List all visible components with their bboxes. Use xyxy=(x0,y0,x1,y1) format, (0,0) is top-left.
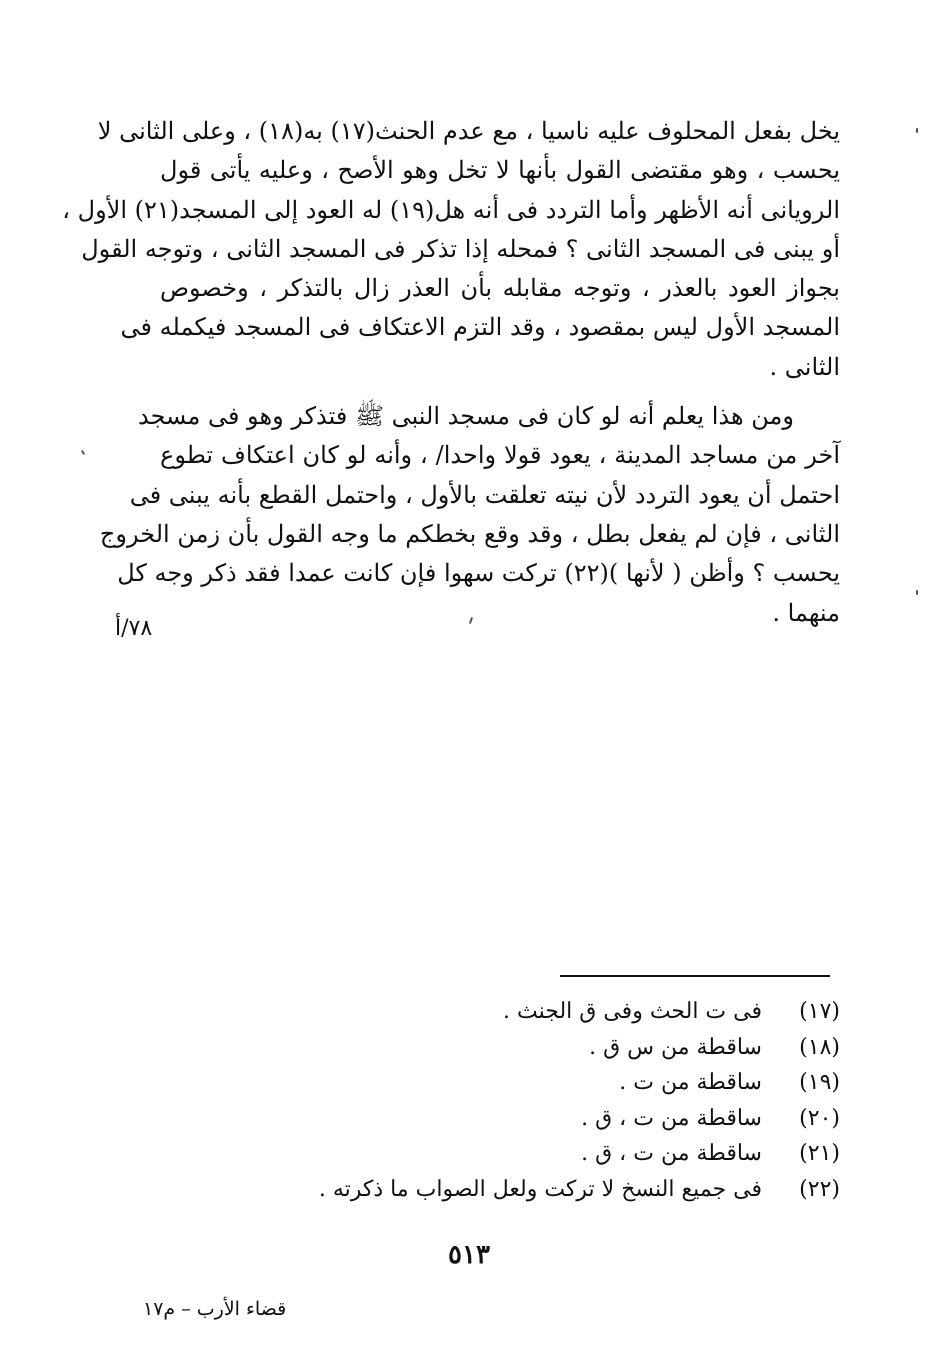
text-line: يحسب ؟ وأظن ( لأنها )(٢٢) تركت سهوا فإن كانت عمدا فقد ذكر وجه كل xyxy=(117,559,840,588)
text-line: احتمل أن يعود التردد لأن نيته تعلقت بالأول ، واحتمل القطع بأنه يبنى فى xyxy=(129,480,840,509)
text-line: الرويانى أنه الأظهر وأما التردد فى أنه هل(١٩) له العود إلى المسجد(٢١) الأول ، xyxy=(62,195,840,224)
footnote-item xyxy=(300,1172,840,1208)
text-line: منهما . xyxy=(772,598,840,627)
text-line: أو يبنى فى المسجد الثانى ؟ فمحله إذا تذكر فى المسجد الثانى ، وتوجه القول xyxy=(81,234,840,263)
text-line: آخر من مساجد المدينة ، يعود قولا واحدا/ ، وأنه لو كان اعتكاف تطوع xyxy=(160,441,840,470)
printer-signature: قضاء الأرب – م١٧ xyxy=(143,1298,287,1320)
footnotes xyxy=(300,994,840,1207)
footnote-item xyxy=(300,1065,840,1101)
footnote-item xyxy=(300,994,840,1030)
footnote-number: (٢٢) xyxy=(799,1176,840,1202)
footnote-text: فى ت الحث وفى ق الجنث . xyxy=(503,999,762,1024)
scan-speck xyxy=(81,450,85,455)
text-line: بجواز العود بالعذر ، وتوجه مقابله بأن العذر زال بالتذكر ، وخصوص xyxy=(160,274,840,303)
footnote-divider xyxy=(560,975,830,977)
footnote-text: ساقطة من ت . xyxy=(619,1070,762,1095)
text-line: يخل بفعل المحلوف عليه ناسيا ، مع عدم الحنث(١٧) به(١٨) ، وعلى الثانى لا xyxy=(97,117,840,145)
footnote-item xyxy=(300,1030,840,1066)
footnote-number: (٢٠) xyxy=(799,1105,840,1131)
text-line: الثانى . xyxy=(769,352,840,381)
paragraph-1 xyxy=(62,112,841,387)
footnote-text: ساقطة من س ق . xyxy=(589,1034,762,1060)
scan-speck xyxy=(916,590,918,595)
scan-speck xyxy=(916,128,918,133)
footnote-item xyxy=(300,1136,840,1172)
text-line: الثانى ، فإن لم يفعل بطل ، وقد وقع بخطكم ما وجه القول بأن زمن الخروج xyxy=(99,519,840,548)
footnote-item xyxy=(300,1101,840,1137)
footnote-number: (٢١) xyxy=(799,1141,840,1166)
text-line: يحسب ، وهو مقتضى القول بأنها لا تخل وهو الأصح ، وعليه يأتى قول xyxy=(160,156,841,185)
footnote-number: (١٩) xyxy=(799,1070,840,1095)
footnote-number: (١٧) xyxy=(799,999,840,1024)
manuscript-folio-marker: ٧٨/أ xyxy=(115,616,153,641)
footnote-text: فى جميع النسخ لا تركت ولعل الصواب ما ذكرته . xyxy=(318,1176,762,1202)
footnote-text: ساقطة من ت ، ق . xyxy=(581,1105,762,1131)
footnote-text: ساقطة من ت ، ق . xyxy=(581,1141,762,1166)
text-line: المسجد الأول ليس بمقصود ، وقد التزم الاعتكاف فى المسجد فيكمله فى xyxy=(120,313,840,342)
page-number: ٥١٣ xyxy=(448,1240,490,1270)
text-line: ومن هذا يعلم أنه لو كان فى مسجد النبى ﷺ فتذكر وهو فى مسجد xyxy=(137,402,794,431)
footnote-number: (١٨) xyxy=(799,1034,840,1060)
